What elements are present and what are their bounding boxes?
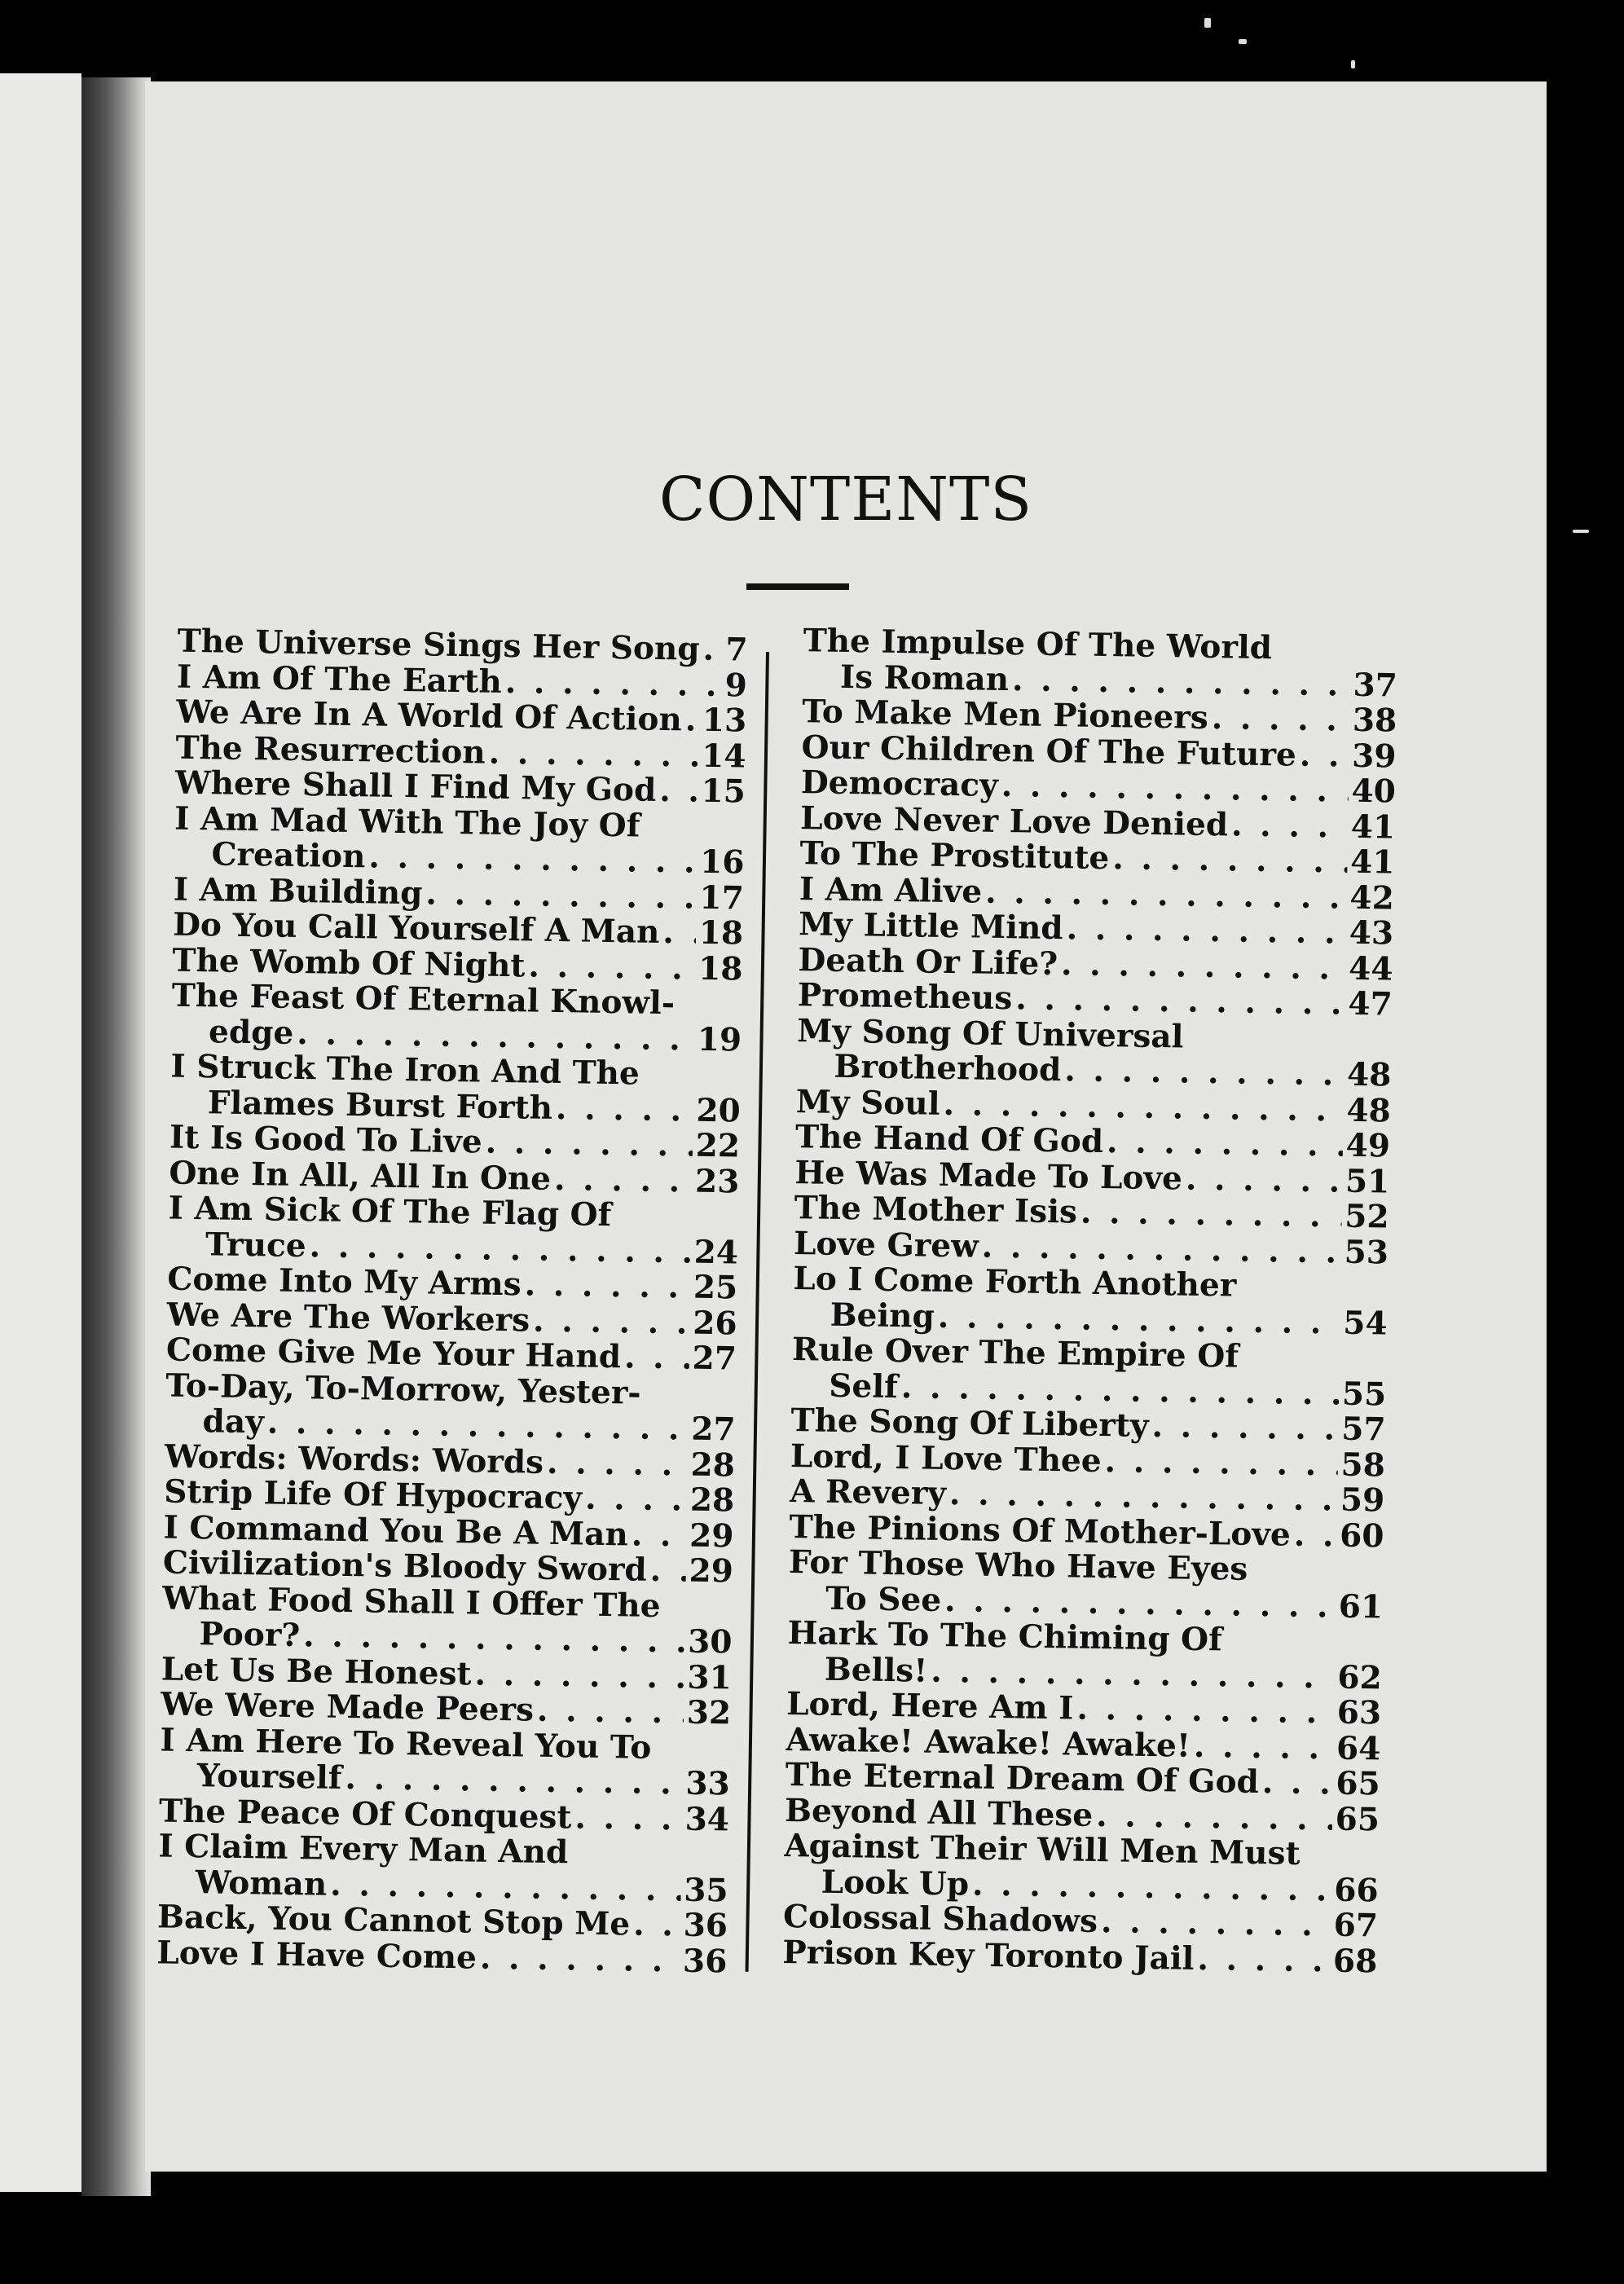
entry-page-number: 48 [1346, 1055, 1392, 1094]
entry-title: The Eternal Dream Of God [785, 1755, 1260, 1802]
entry-title: The Song Of Liberty [790, 1402, 1149, 1445]
entry-page-number: 36 [683, 1906, 728, 1945]
dot-leader [554, 1161, 693, 1199]
dot-leader [547, 1445, 688, 1482]
entry-title: To See [825, 1579, 942, 1619]
entry-title: Is Roman [839, 658, 1010, 698]
entry-title: Look Up [821, 1863, 970, 1903]
entry-page-number: 7 [725, 631, 748, 669]
entry-page-number: 58 [1340, 1446, 1386, 1484]
dot-leader [1293, 1517, 1336, 1553]
entry-page-number: 35 [684, 1871, 729, 1909]
contents-column-right [774, 623, 1398, 1979]
dot-leader [659, 773, 698, 809]
entry-title: Woman [195, 1863, 328, 1903]
entry-title: Our Children Of The Future [801, 728, 1297, 774]
page-title: CONTENTS [658, 464, 1033, 535]
dot-leader [474, 1657, 684, 1696]
dot-leader [1104, 1444, 1338, 1483]
entry-page-number: 29 [689, 1516, 734, 1555]
dot-leader [649, 1553, 685, 1589]
entry-page-number: 62 [1337, 1658, 1383, 1696]
entry-title: The Feast Of Eternal Knowl- [171, 976, 676, 1023]
entry-title: Back, You Cannot Stop Me [156, 1898, 631, 1943]
dot-leader [585, 1481, 687, 1518]
entry-page-number: 25 [693, 1268, 738, 1307]
entry-title: I Am Of The Earth [176, 658, 503, 701]
entry-page-number: 14 [701, 737, 746, 776]
entry-title: Yourself [196, 1757, 342, 1797]
dot-leader [684, 702, 699, 738]
entry-title: Poor? [199, 1615, 301, 1655]
entry-page-number: 51 [1345, 1162, 1390, 1201]
dot-leader [1151, 1409, 1338, 1447]
entry-page-number: 66 [1334, 1871, 1380, 1909]
entry-title: Bells! [824, 1650, 928, 1690]
entry-page-number: 53 [1344, 1233, 1389, 1272]
entry-title: For Those Who Have Eyes [788, 1543, 1248, 1588]
entry-title: Rule Over The Empire Of [791, 1331, 1239, 1375]
entry-title: Against Their Will Men Must [784, 1826, 1301, 1873]
dot-leader [1064, 1053, 1344, 1093]
entry-page-number: 9 [724, 666, 748, 705]
dot-leader [1194, 1728, 1334, 1766]
dot-leader [556, 1090, 693, 1128]
entry-title: I Am Here To Reveal You To [160, 1720, 652, 1767]
entry-title: My Song Of Universal [796, 1011, 1184, 1056]
dot-leader [537, 1693, 684, 1731]
dot-leader [505, 664, 723, 703]
entry-page-number: 40 [1351, 772, 1397, 811]
dot-leader [1076, 1692, 1334, 1731]
column-divider [746, 652, 769, 1972]
entry-page-number: 67 [1333, 1906, 1379, 1945]
entry-title: Come Into My Arms [167, 1260, 522, 1304]
entry-page-number: 30 [687, 1622, 733, 1661]
entry-page-number: 41 [1349, 843, 1395, 882]
entry-page-number: 68 [1332, 1942, 1378, 1980]
adjacent-page-edge [0, 73, 81, 2192]
entry-page-number: 26 [692, 1304, 737, 1343]
dot-leader [633, 1908, 680, 1943]
dot-leader [1096, 1798, 1332, 1837]
entry-page-number: 55 [1341, 1375, 1387, 1414]
entry-title: My Soul [795, 1082, 940, 1123]
dot-leader [533, 1303, 690, 1341]
entry-title: Hark To The Chiming Of [787, 1614, 1223, 1659]
entry-title: The Womb Of Night [172, 941, 526, 984]
entry-page-number: 63 [1336, 1693, 1382, 1732]
entry-title: I Am Mad With The Joy Of [174, 799, 640, 845]
entry-title: I Am Building [173, 870, 423, 912]
entry-title: Do You Call Yourself A Man [172, 905, 660, 951]
entry-title: I Claim Every Man And [158, 1827, 569, 1872]
entry-page-number: 27 [690, 1410, 736, 1449]
dot-leader [1261, 1765, 1332, 1802]
dot-leader [624, 1340, 689, 1376]
entry-title: Lo I Come Forth Another [793, 1260, 1237, 1305]
entry-page-number: 24 [693, 1233, 739, 1272]
dot-leader [1186, 1161, 1343, 1199]
scan-speck [1573, 530, 1589, 533]
entry-title: Come Give Me Your Hand [165, 1331, 622, 1376]
entry-page-number: 18 [698, 913, 744, 953]
entry-page-number: 15 [701, 772, 746, 811]
entry-page-number: 32 [686, 1693, 732, 1732]
dot-leader [662, 915, 696, 951]
title-rule [746, 583, 849, 590]
entry-title: The Impulse Of The World [803, 622, 1273, 667]
dot-leader [631, 1517, 686, 1554]
entry-title: The Pinions Of Mother-Love [789, 1507, 1292, 1554]
entry-page-number: 17 [699, 878, 745, 918]
entry-page-number: 23 [694, 1162, 740, 1201]
dot-leader [528, 948, 695, 987]
entry-title: day [202, 1402, 265, 1441]
entry-title: We Were Made Peers [160, 1685, 535, 1729]
dot-leader [1061, 947, 1346, 987]
entry-page-number: 47 [1348, 984, 1393, 1023]
entry-title: What Food Shall I Offer The [161, 1578, 661, 1625]
entry-title: He Was Made To Love [794, 1153, 1183, 1198]
entry-title: Democracy [800, 764, 999, 804]
entry-title: Beyond All These [784, 1791, 1094, 1834]
entry-title: Colossal Shadows [782, 1897, 1098, 1941]
entry-page-number: 28 [689, 1481, 735, 1520]
scan-speck [1204, 18, 1211, 28]
entry-title: Being [830, 1296, 935, 1336]
entry-page-number: 22 [695, 1126, 741, 1165]
entry-page-number: 48 [1346, 1091, 1392, 1130]
entry-title: To The Prostitute [799, 834, 1110, 878]
entry-page-number: 39 [1351, 737, 1397, 776]
entry-page-number: 44 [1348, 949, 1393, 988]
entry-page-number: 64 [1336, 1729, 1381, 1767]
dot-leader [1112, 841, 1348, 880]
entry-title: Lord, Here Am I [786, 1684, 1074, 1727]
dot-leader [524, 1267, 690, 1305]
entry-title: I Command You Be A Man [163, 1507, 629, 1553]
entry-page-number: 28 [690, 1446, 736, 1484]
dot-leader [1231, 808, 1348, 845]
entry-page-number: 34 [684, 1800, 730, 1838]
entry-page-number: 60 [1339, 1516, 1384, 1555]
entry-title: Truce [205, 1225, 307, 1265]
entry-title: Death Or Life? [798, 940, 1058, 983]
entry-page-number: 42 [1349, 878, 1395, 918]
entry-page-number: 65 [1336, 1764, 1381, 1803]
entry-title: Love Never Love Denied [799, 799, 1229, 843]
entry-title: Lord, I Love Thee [790, 1437, 1102, 1480]
dot-leader [1197, 1941, 1330, 1978]
entry-title: A Revery [789, 1472, 947, 1513]
entry-page-number: 36 [682, 1942, 728, 1980]
entry-title: To-Day, To-Morrow, Yester- [165, 1366, 641, 1412]
entry-page-number: 43 [1349, 913, 1394, 953]
entry-title: Strip Life Of Hypocracy [163, 1472, 583, 1517]
dot-leader [1211, 701, 1349, 738]
entry-page-number: 52 [1345, 1197, 1390, 1236]
entry-title: Self [828, 1366, 899, 1406]
dot-leader [488, 735, 698, 774]
entry-title: We Are In A World Of Action [175, 693, 683, 739]
entry-page-number: 57 [1340, 1410, 1386, 1449]
entry-title: Love I Have Come [156, 1933, 478, 1977]
entry-title: The Hand Of God [794, 1118, 1104, 1161]
entry-page-number: 13 [702, 701, 747, 740]
entry-page-number: 16 [699, 843, 745, 882]
entry-page-number: 27 [692, 1339, 737, 1378]
entry-title: Brotherhood [834, 1047, 1062, 1089]
entry-title: Love Grew [793, 1224, 979, 1265]
dot-leader [1101, 1904, 1331, 1943]
entry-page-number: 18 [698, 949, 743, 988]
entry-page-number: 29 [689, 1551, 734, 1591]
contents-page [145, 81, 1547, 2172]
entry-page-number: 31 [687, 1658, 733, 1696]
entry-page-number: 41 [1350, 808, 1396, 847]
dot-leader [485, 1125, 693, 1164]
dot-leader [702, 632, 722, 668]
entry-title: I Struck The Iron And The [170, 1047, 640, 1093]
entry-title: Prometheus [797, 976, 1013, 1018]
dot-leader [1107, 1124, 1343, 1164]
entry-title: Civilization's Bloody Sword [162, 1543, 648, 1589]
entry-title: We Are The Workers [166, 1296, 530, 1340]
scan-speck [1239, 39, 1247, 44]
dot-leader [1080, 1195, 1342, 1235]
entry-title: Awake! Awake! Awake! [786, 1720, 1191, 1765]
entry-page-number: 54 [1342, 1304, 1388, 1343]
entry-title: The Mother Isis [794, 1189, 1078, 1231]
entry-title: The Resurrection [175, 728, 486, 772]
contents-column-left [124, 623, 748, 1979]
entry-title: It Is Good To Live [169, 1118, 483, 1161]
entry-title: I Am Sick Of The Flag Of [168, 1189, 612, 1234]
entry-title: Let Us Be Honest [161, 1649, 472, 1692]
dot-leader [1299, 737, 1349, 773]
entry-page-number: 59 [1340, 1481, 1385, 1520]
entry-title: Words: Words: Words [164, 1437, 544, 1481]
dot-leader [1066, 911, 1346, 951]
entry-page-number: 37 [1353, 666, 1398, 705]
dot-leader [574, 1800, 682, 1837]
entry-title: The Universe Sings Her Song [177, 622, 700, 668]
scan-speck [1351, 60, 1355, 68]
entry-title: edge [208, 1012, 294, 1052]
entry-title: My Little Mind [798, 905, 1064, 948]
entry-title: To Make Men Pioneers [801, 693, 1209, 737]
entry-title: Creation [211, 835, 366, 876]
entry-page-number: 38 [1352, 701, 1397, 740]
entry-title: The Peace Of Conquest [158, 1791, 572, 1836]
entry-title: I Am Alive [799, 869, 983, 911]
entry-page-number: 19 [697, 1020, 742, 1059]
dot-leader [480, 1940, 680, 1978]
entry-title: Where Shall I Find My God [174, 764, 657, 809]
entry-page-number: 33 [685, 1764, 731, 1803]
entry-page-number: 20 [696, 1091, 742, 1130]
entry-page-number: 61 [1338, 1587, 1384, 1626]
entry-title: One In All, All In One [169, 1154, 552, 1198]
entry-title: Flames Burst Forth [207, 1083, 553, 1127]
entry-title: Prison Key Toronto Jail [782, 1933, 1195, 1978]
entry-page-number: 49 [1345, 1126, 1391, 1165]
entry-page-number: 65 [1335, 1800, 1380, 1838]
